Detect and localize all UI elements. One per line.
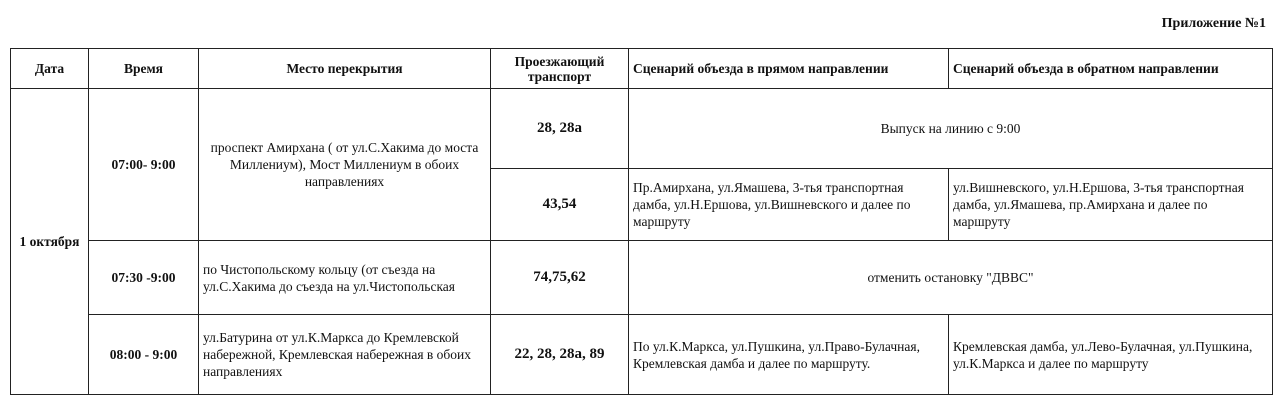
header-forward: Сценарий объезда в прямом направлении [629,49,949,89]
backward-route-cell: ул.Вишневского, ул.Н.Ершова, 3-тья транспортная дамба, ул.Ямашева, пр.Амирхана и далее по маршруту [949,169,1273,241]
closure-schedule-table [10,48,1273,395]
place-cell: ул.Батурина от ул.К.Маркса до Кремлевской набережной, Кремлевская набережная в обоих направлениях [199,315,491,395]
place-cell: проспект Амирхана ( от ул.С.Хакима до моста Миллениум), Мост Миллениум в обоих направлениях [199,89,491,241]
time-cell: 07:00- 9:00 [89,89,199,241]
table-row [11,315,1273,395]
table-row [11,241,1273,315]
transport-cell: 74,75,62 [491,241,629,315]
header-transport: Проезжающий транспорт [491,49,629,89]
appendix-label: Приложение №1 [1161,16,1266,31]
forward-route-cell: Пр.Амирхана, ул.Ямашева, 3-тья транспортная дамба, ул.Н.Ершова, ул.Вишневского и далее по маршруту [629,169,949,241]
note-cell: Выпуск на линию с 9:00 [629,89,1273,169]
time-cell: 07:30 -9:00 [89,241,199,315]
transport-cell: 43,54 [491,169,629,241]
date-cell: 1 октября [11,89,89,395]
header-date: Дата [11,49,89,89]
time-cell: 08:00 - 9:00 [89,315,199,395]
note-cell: отменить остановку "ДВВС" [629,241,1273,315]
table-row [11,89,1273,169]
place-cell: по Чистопольскому кольцу (от съезда на ул.С.Хакима до съезда на ул.Чистопольская [199,241,491,315]
header-time: Время [89,49,199,89]
backward-route-cell: Кремлевская дамба, ул.Лево-Булачная, ул.Пушкина, ул.К.Маркса и далее по маршруту [949,315,1273,395]
transport-cell: 22, 28, 28а, 89 [491,315,629,395]
transport-cell: 28, 28а [491,89,629,169]
header-place: Место перекрытия [199,49,491,89]
header-backward: Сценарий объезда в обратном направлении [949,49,1273,89]
table-header-row [11,49,1273,89]
forward-route-cell: По ул.К.Маркса, ул.Пушкина, ул.Право-Булачная, Кремлевская дамба и далее по маршруту. [629,315,949,395]
